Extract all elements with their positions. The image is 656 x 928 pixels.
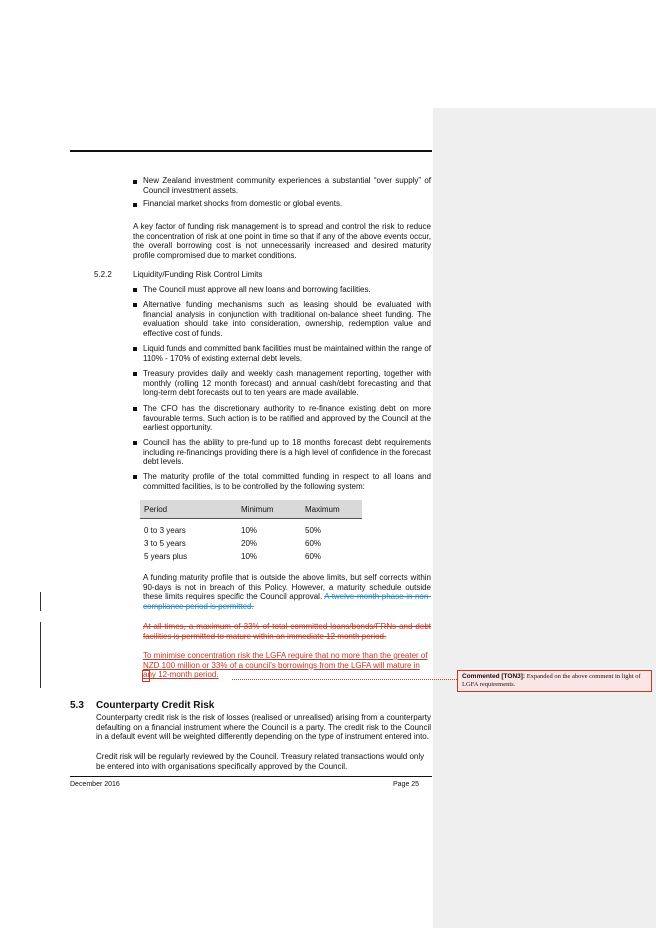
bullet-marker xyxy=(133,441,137,445)
table-row xyxy=(140,537,362,550)
table-cell: 60% xyxy=(305,552,322,561)
change-bar xyxy=(40,622,41,688)
maturity-text: A funding maturity profile that is outside the above limits, but self corrects within 90-days is not in breach of this Policy. However, a maturity schedule outside these limits requires specific the Council approval. xyxy=(143,573,431,602)
comment-balloon[interactable] xyxy=(457,670,652,692)
bullet-marker xyxy=(133,407,137,411)
bullet-marker xyxy=(133,347,137,351)
maturity-table xyxy=(140,500,362,563)
bullet-item: Financial market shocks from domestic or global events. xyxy=(143,199,343,208)
tracked-deletion: A twelve-month phase-in non-compliance period is permitted. xyxy=(143,592,431,611)
section-title: Liquidity/Funding Risk Control Limits xyxy=(133,270,263,279)
section-title: Counterparty Credit Risk xyxy=(96,700,215,711)
bullet-item: The Council must approve all new loans and borrowing facilities. xyxy=(143,285,371,294)
bullet-item: The maturity profile of the total committed funding in respect to all loans and committed facilities, is to be controlled by the following system: xyxy=(143,472,431,491)
table-row xyxy=(140,550,362,563)
tracked-deletion-paragraph: At all times, a maximum of 33% of total committed loans/bonds/FRNs and debt facilities is permitted to mature within an immediate 12 month period. xyxy=(143,622,431,641)
bullet-item: New Zealand investment community experiences a substantial “over supply” of Council investment assets. xyxy=(143,176,431,195)
paragraph-maturity xyxy=(143,573,431,611)
header-rule xyxy=(70,150,432,152)
comment-connector xyxy=(232,679,457,680)
table-cell: 10% xyxy=(241,552,258,561)
bullet-item: Alternative funding mechanisms such as leasing should be evaluated with financial analysis in conjunction with traditional on-balance sheet funding. The evaluation should take into consideration, ownership, redemption value and effective cost of funds. xyxy=(143,300,431,338)
comment-label: Commented [TON3]: xyxy=(462,673,526,680)
bullet-marker xyxy=(133,288,137,292)
section-number: 5.3 xyxy=(70,700,84,711)
table-cell: 60% xyxy=(305,539,322,548)
bullet-item: Liquid funds and committed bank facilities must be maintained within the range of 110% - 170% of existing external debt levels. xyxy=(143,344,431,363)
change-bar xyxy=(40,592,41,611)
table-cell: 3 to 5 years xyxy=(144,539,186,548)
table-row xyxy=(140,524,362,537)
table-header xyxy=(140,500,362,519)
table-header-cell: Minimum xyxy=(241,504,274,514)
footer-page: Page 25 xyxy=(393,781,420,788)
bullet-item: The CFO has the discretionary authority to re-finance existing debt on more favourable terms. Such action is to be ratified and approved by the Council at the earliest opportunity. xyxy=(143,404,431,433)
table-header-cell: Period xyxy=(144,504,168,514)
table-cell: 20% xyxy=(241,539,258,548)
table-cell: 10% xyxy=(241,526,258,535)
bullet-marker xyxy=(133,372,137,376)
bullet-marker xyxy=(133,180,137,184)
paragraph-credit-review: Credit risk will be regularly reviewed by the Council. Treasury related transactions would only be entered into with organisations specifically approved by the Council. xyxy=(96,752,425,771)
bullet-item: Council has the ability to pre-fund up to 18 months forecast debt requirements including re-financings providing there is a high level of confidence in the forecast debt levels. xyxy=(143,438,431,467)
tracked-insertion-paragraph: To minimise concentration risk the LGFA require that no more than the greater of NZD 100 million or 33% of a council’s borrowings from the LGFA will mature in any 12-month period. xyxy=(143,651,428,680)
table-cell: 0 to 3 years xyxy=(144,526,186,535)
table-cell: 5 years plus xyxy=(144,552,188,561)
comment-anchor[interactable] xyxy=(142,670,150,682)
table-header-cell: Maximum xyxy=(305,504,340,514)
footer-rule xyxy=(70,776,432,777)
bullet-marker xyxy=(133,303,137,307)
paragraph-credit-risk: Counterparty credit risk is the risk of losses (realised or unrealised) arising from a counterparty defaulting on a financial instrument where the Council is a party. The credit risk to the Council in a default event will be weighted differently depending on the type of instrument entered into. xyxy=(96,713,431,742)
comment-text: Expanded on the above comment in light of LGFA requirements. xyxy=(462,673,641,688)
bullet-item: Treasury provides daily and weekly cash management reporting, together with monthly (rolling 12 month forecast) and annual cash/debt forecasting and that long-term debt forecasts out to ten years are made available. xyxy=(143,369,431,398)
bullet-marker xyxy=(133,475,137,479)
footer-date: December 2016 xyxy=(70,781,120,788)
section-number: 5.2.2 xyxy=(94,270,112,279)
bullet-marker xyxy=(133,203,137,207)
comment-pane xyxy=(433,108,656,928)
table-cell: 50% xyxy=(305,526,322,535)
paragraph-key-factor: A key factor of funding risk management is to spread and control the risk to reduce the concentration of risk at one point in time so that if any of the above events occur, the overall borrowing cost is not unnecessarily increased and desired maturity profile compromised due to market conditions. xyxy=(133,222,431,260)
